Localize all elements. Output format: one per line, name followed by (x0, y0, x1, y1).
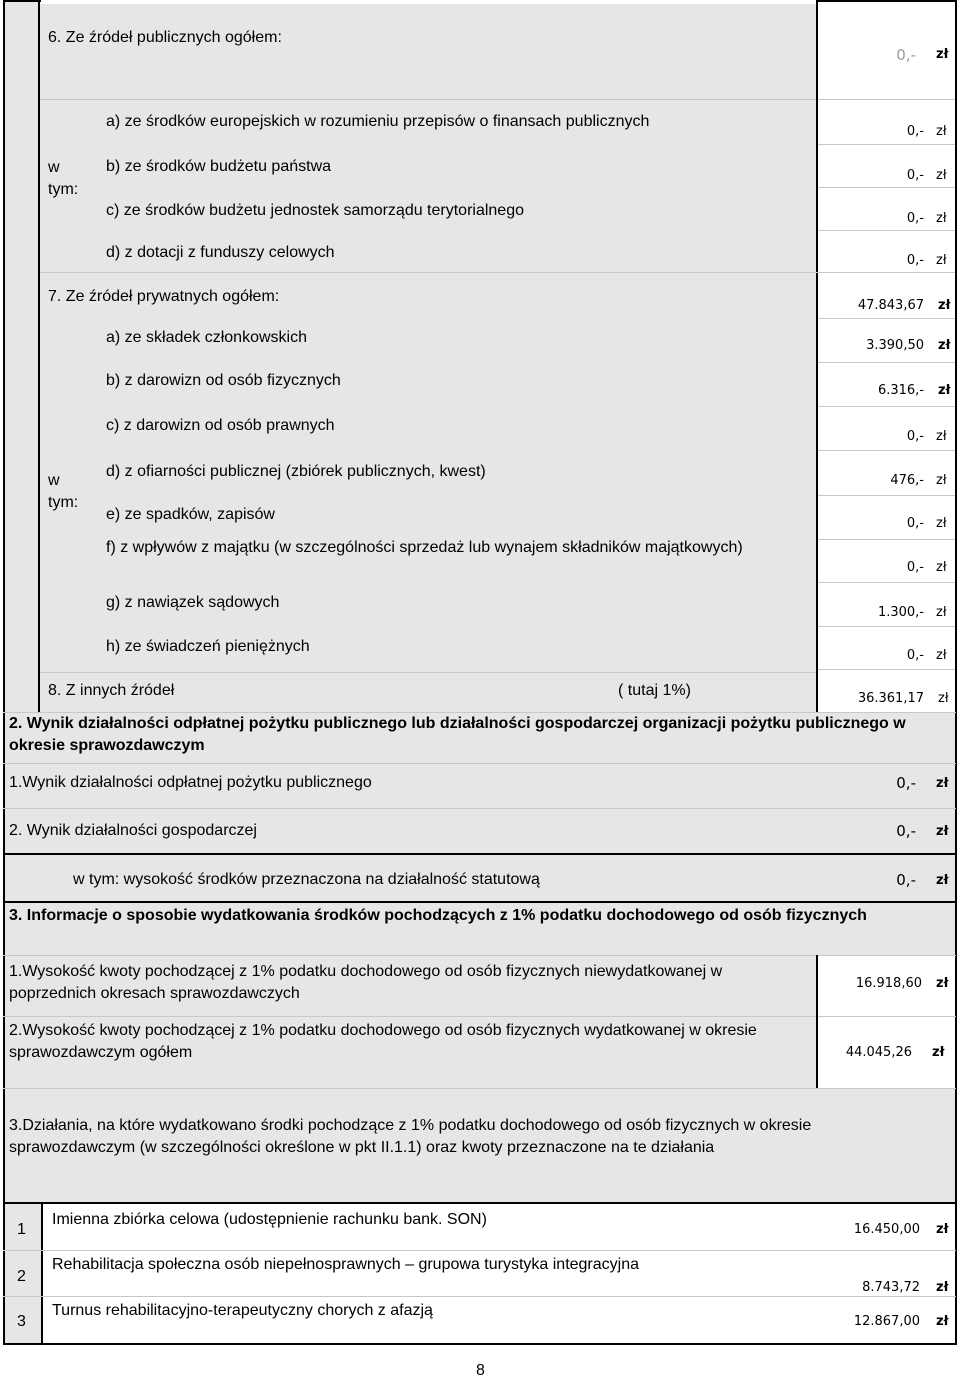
sep-info-1 (3, 955, 956, 956)
activity-3-no: 3 (17, 1313, 26, 1330)
left-border (3, 0, 5, 1344)
sec6-title: 6. Ze źródeł publicznych ogółem: (48, 29, 282, 46)
sep-activity-1 (3, 1250, 956, 1251)
sec6-item-c: c) ze środków budżetu jednostek samorządu terytorialnego (106, 202, 524, 219)
sec7-item-d: d) z ofiarności publicznej (zbiórek publicznych, kwest) (106, 463, 486, 480)
sec7-value-g: 1.300,- (877, 605, 924, 620)
val-sep-6a (818, 99, 955, 100)
sep-result-2 (3, 808, 956, 809)
result-row3-currency: zł (936, 873, 949, 888)
sep-result-1 (3, 763, 956, 764)
bottom-border (3, 1343, 957, 1345)
val-sep-6c (818, 187, 955, 188)
sec6-value-c-currency: zł (936, 211, 947, 226)
result-heading: 2. Wynik działalności odpłatnej pożytku publicznego lub działalności gospodarczej organizacji pożytku publicznego w okresie sprawozdawczym (9, 715, 906, 754)
val-sep-7g (818, 582, 955, 583)
result-row2-currency: zł (936, 824, 949, 839)
activity-no-line (41, 1203, 43, 1344)
sec8-note: ( tutaj 1%) (618, 682, 691, 699)
result-row1-label: 1.Wynik działalności odpłatnej pożytku publicznego (9, 774, 372, 791)
sep-activities (3, 1202, 956, 1204)
sec7-item-c: c) z darowizn od osób prawnych (106, 417, 335, 434)
result-row2-label: 2. Wynik działalności gospodarczej (9, 822, 257, 839)
activity-2-label: Rehabilitacja społeczna osób niepełnosprawnych – grupowa turystyka integracyjna (52, 1256, 640, 1273)
val-sep-6d (818, 230, 955, 231)
sec7-item-h: h) ze świadczeń pieniężnych (106, 638, 310, 655)
info-row1-currency: zł (936, 976, 949, 991)
sec7-value-f-currency: zł (936, 560, 947, 575)
val-sep-7a (818, 318, 955, 319)
right-border (955, 0, 957, 1344)
activity-1-label: Imienna zbiórka celowa (udostępnienie rachunku bank. SON) (52, 1211, 487, 1228)
sec6-value-a: 0,- (906, 124, 924, 139)
val-sep-7f (818, 539, 955, 540)
sec7-item-g: g) z nawiązek sądowych (106, 594, 280, 611)
sec7-value-b: 6.316,- (877, 383, 924, 398)
result-row1-value: 0,- (896, 774, 916, 792)
sec7-total-currency: zł (938, 298, 951, 313)
sec7-value-d-currency: zł (936, 473, 947, 488)
val-sep-7b (818, 362, 955, 363)
info-row1-label: 1.Wysokość kwoty pochodzącej z 1% podatku dochodowego od osób fizycznych niewydatkowanej w poprzednich okresach sprawozdawczych (9, 963, 723, 1002)
sec6-item-b: b) ze środków budżetu państwa (106, 158, 332, 175)
sec7-value-d: 476,- (890, 473, 924, 488)
sep-activity-2 (3, 1296, 956, 1297)
activity-1-value: 16.450,00 (853, 1222, 920, 1237)
top-border (3, 0, 41, 2)
sec7-value-c-currency: zł (936, 429, 947, 444)
sec7-item-a: a) ze składek członkowskich (106, 329, 307, 346)
sec7-value-b-currency: zł (938, 383, 951, 398)
activity-1-no: 1 (17, 1221, 26, 1238)
sec6-value-b-currency: zł (936, 168, 947, 183)
info-row3-label: 3.Działania, na które wydatkowano środki pochodzące z 1% podatku dochodowego od osób fizycznych w okresie sprawozdawczym (w szczególności określone w pkt II.1.1) oraz kwoty przeznaczone na te działania (9, 1117, 812, 1156)
labels-bg (40, 99, 818, 712)
info-value-line (816, 955, 818, 1088)
value-column-line (816, 0, 818, 712)
activity-2-currency: zł (936, 1280, 949, 1295)
sec6-value-d-currency: zł (936, 253, 947, 268)
val-sep-7h (818, 626, 955, 627)
sec7-total: 47.843,67 (857, 298, 924, 313)
info-heading: 3. Informacje o sposobie wydatkowania środków pochodzących z 1% podatku dochodowego od osób fizycznych (9, 907, 867, 924)
sep-result-3 (3, 853, 956, 855)
activity-3-label: Turnus rehabilitacyjno-terapeutyczny chorych z afazją (52, 1302, 433, 1319)
activity-2-value: 8.743,72 (862, 1280, 920, 1295)
sec6-value-b: 0,- (906, 168, 924, 183)
activity-3-currency: zł (936, 1314, 949, 1329)
activity-2-no: 2 (17, 1268, 26, 1285)
sec6-value-c: 0,- (906, 211, 924, 226)
info-row2-currency: zł (932, 1045, 945, 1060)
val-sep-6b (818, 144, 955, 145)
activity-1-currency: zł (936, 1222, 949, 1237)
info-row2-value: 44.045,26 (845, 1045, 912, 1060)
sec7-value-c: 0,- (906, 429, 924, 444)
sec7-value-h-currency: zł (936, 648, 947, 663)
info-row1-value: 16.918,60 (855, 976, 922, 991)
sep-6 (40, 99, 816, 100)
sep-info-3 (3, 1088, 956, 1089)
sec7-value-a: 3.390,50 (866, 338, 924, 353)
val-sep-7d (818, 450, 955, 451)
sec7-item-b: b) z darowizn od osób fizycznych (106, 372, 341, 389)
sec6-total: 0,- (896, 46, 916, 64)
sec7-value-e: 0,- (906, 516, 924, 531)
sec6-top-line (816, 0, 957, 2)
val-sep-7i (818, 669, 955, 670)
sep-info (3, 901, 956, 903)
sec7-value-e-currency: zł (936, 516, 947, 531)
sec7-title: 7. Ze źródeł prywatnych ogółem: (48, 288, 280, 305)
sec6-value-a-currency: zł (936, 124, 947, 139)
result-row3-value: 0,- (896, 871, 916, 889)
sec8-value: 36.361,17 (857, 691, 924, 706)
left-margin-bg (3, 0, 40, 712)
val-sep-7e (818, 495, 955, 496)
sep-8 (40, 672, 816, 673)
result-row3-label: w tym: wysokość środków przeznaczona na działalność statutową (73, 871, 540, 888)
val-sep-7c (818, 406, 955, 407)
sec6-value-d: 0,- (906, 253, 924, 268)
sec8-title: 8. Z innych źródeł (48, 682, 175, 699)
sec7-value-g-currency: zł (936, 605, 947, 620)
sec6-wtym: w tym: (48, 159, 79, 198)
sec7-wtym: w tym: (48, 472, 79, 511)
sep-info-2 (3, 1016, 956, 1017)
sec6-total-currency: zł (936, 47, 949, 62)
left-gutter-line (38, 0, 40, 712)
sec6-label-bg (40, 4, 818, 99)
result-row2-value: 0,- (896, 822, 916, 840)
sec7-item-e: e) ze spadków, zapisów (106, 506, 275, 523)
sec7-value-h: 0,- (906, 648, 924, 663)
sep-7 (40, 272, 955, 273)
sec6-item-a: a) ze środków europejskich w rozumieniu przepisów o finansach publicznych (106, 113, 650, 130)
info-row2-label: 2.Wysokość kwoty pochodzącej z 1% podatku dochodowego od osób fizycznych wydatkowanej w okresie sprawozdawczym ogółem (9, 1022, 757, 1061)
page-number: 8 (476, 1362, 485, 1379)
sec7-value-f: 0,- (906, 560, 924, 575)
result-row1-currency: zł (936, 776, 949, 791)
sec6-item-d: d) z dotacji z funduszy celowych (106, 244, 335, 261)
sec7-item-f: f) z wpływów z majątku (w szczególności sprzedaż lub wynajem składników majątkowych) (106, 539, 743, 556)
sec8-value-currency: zł (938, 691, 949, 706)
activity-3-value: 12.867,00 (853, 1314, 920, 1329)
sec7-value-a-currency: zł (938, 338, 951, 353)
